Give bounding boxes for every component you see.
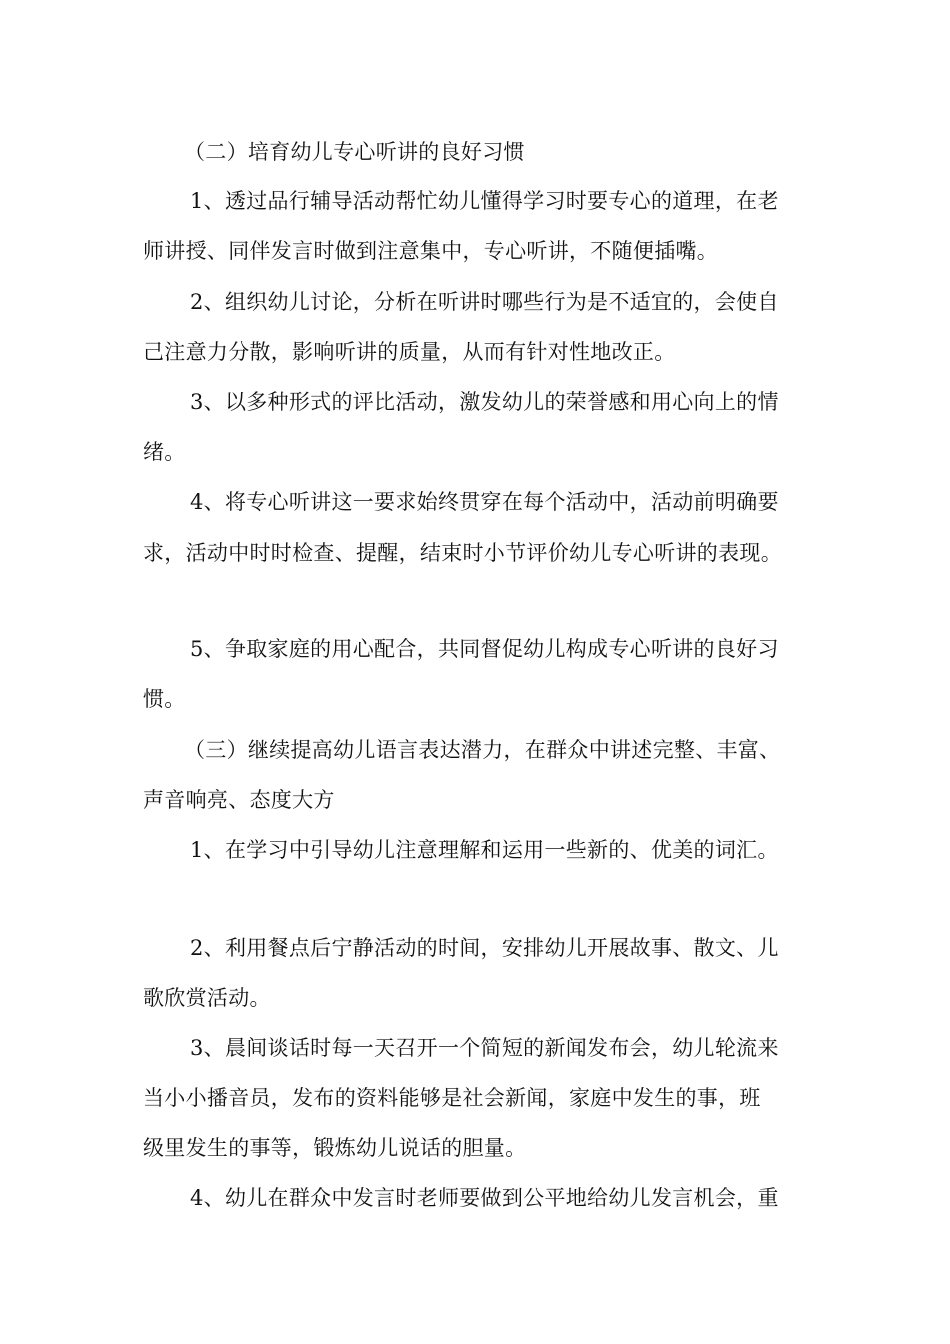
- paragraph-line: 级里发生的事等，锻炼幼儿说话的胆量。: [143, 1136, 527, 1160]
- paragraph-line: 3、晨间谈话时每一天召开一个简短的新闻发布会，幼儿轮流来: [190, 1036, 779, 1060]
- section-heading-2: （二）培育幼儿专心听讲的良好习惯: [184, 140, 525, 164]
- paragraph-line: 求，活动中时时检查、提醒，结束时小节评价幼儿专心听讲的表现。: [143, 541, 782, 565]
- paragraph-line: 师讲授、同伴发言时做到注意集中，专心听讲，不随便插嘴。: [143, 239, 719, 263]
- paragraph-line: 己注意力分散，影响听讲的质量，从而有针对性地改正。: [143, 340, 676, 364]
- paragraph-line: 4、将专心听讲这一要求始终贯穿在每个活动中，活动前明确要: [190, 490, 779, 514]
- paragraph-line: 惯。: [143, 687, 186, 711]
- paragraph-line: 1、透过品行辅导活动帮忙幼儿懂得学习时要专心的道理，在老: [190, 189, 779, 213]
- paragraph-line: 当小小播音员，发布的资料能够是社会新闻，家庭中发生的事，班: [143, 1086, 761, 1110]
- paragraph-line: 2、利用餐点后宁静活动的时间，安排幼儿开展故事、散文、儿: [190, 936, 779, 960]
- paragraph-line: 1、在学习中引导幼儿注意理解和运用一些新的、优美的词汇。: [190, 838, 779, 862]
- paragraph-line: 绪。: [143, 440, 186, 464]
- paragraph-line: 4、幼儿在群众中发言时老师要做到公平地给幼儿发言机会，重: [190, 1186, 779, 1210]
- section-heading-3: （三）继续提高幼儿语言表达潜力，在群众中讲述完整、丰富、: [184, 738, 781, 762]
- paragraph-line: 歌欣赏活动。: [143, 986, 271, 1010]
- paragraph-line: 2、组织幼儿讨论，分析在听讲时哪些行为是不适宜的，会使自: [190, 290, 779, 314]
- paragraph-line: 5、争取家庭的用心配合，共同督促幼儿构成专心听讲的良好习: [190, 637, 779, 661]
- section-heading-3-cont: 声音响亮、态度大方: [143, 788, 335, 812]
- paragraph-line: 3、以多种形式的评比活动，激发幼儿的荣誉感和用心向上的情: [190, 390, 779, 414]
